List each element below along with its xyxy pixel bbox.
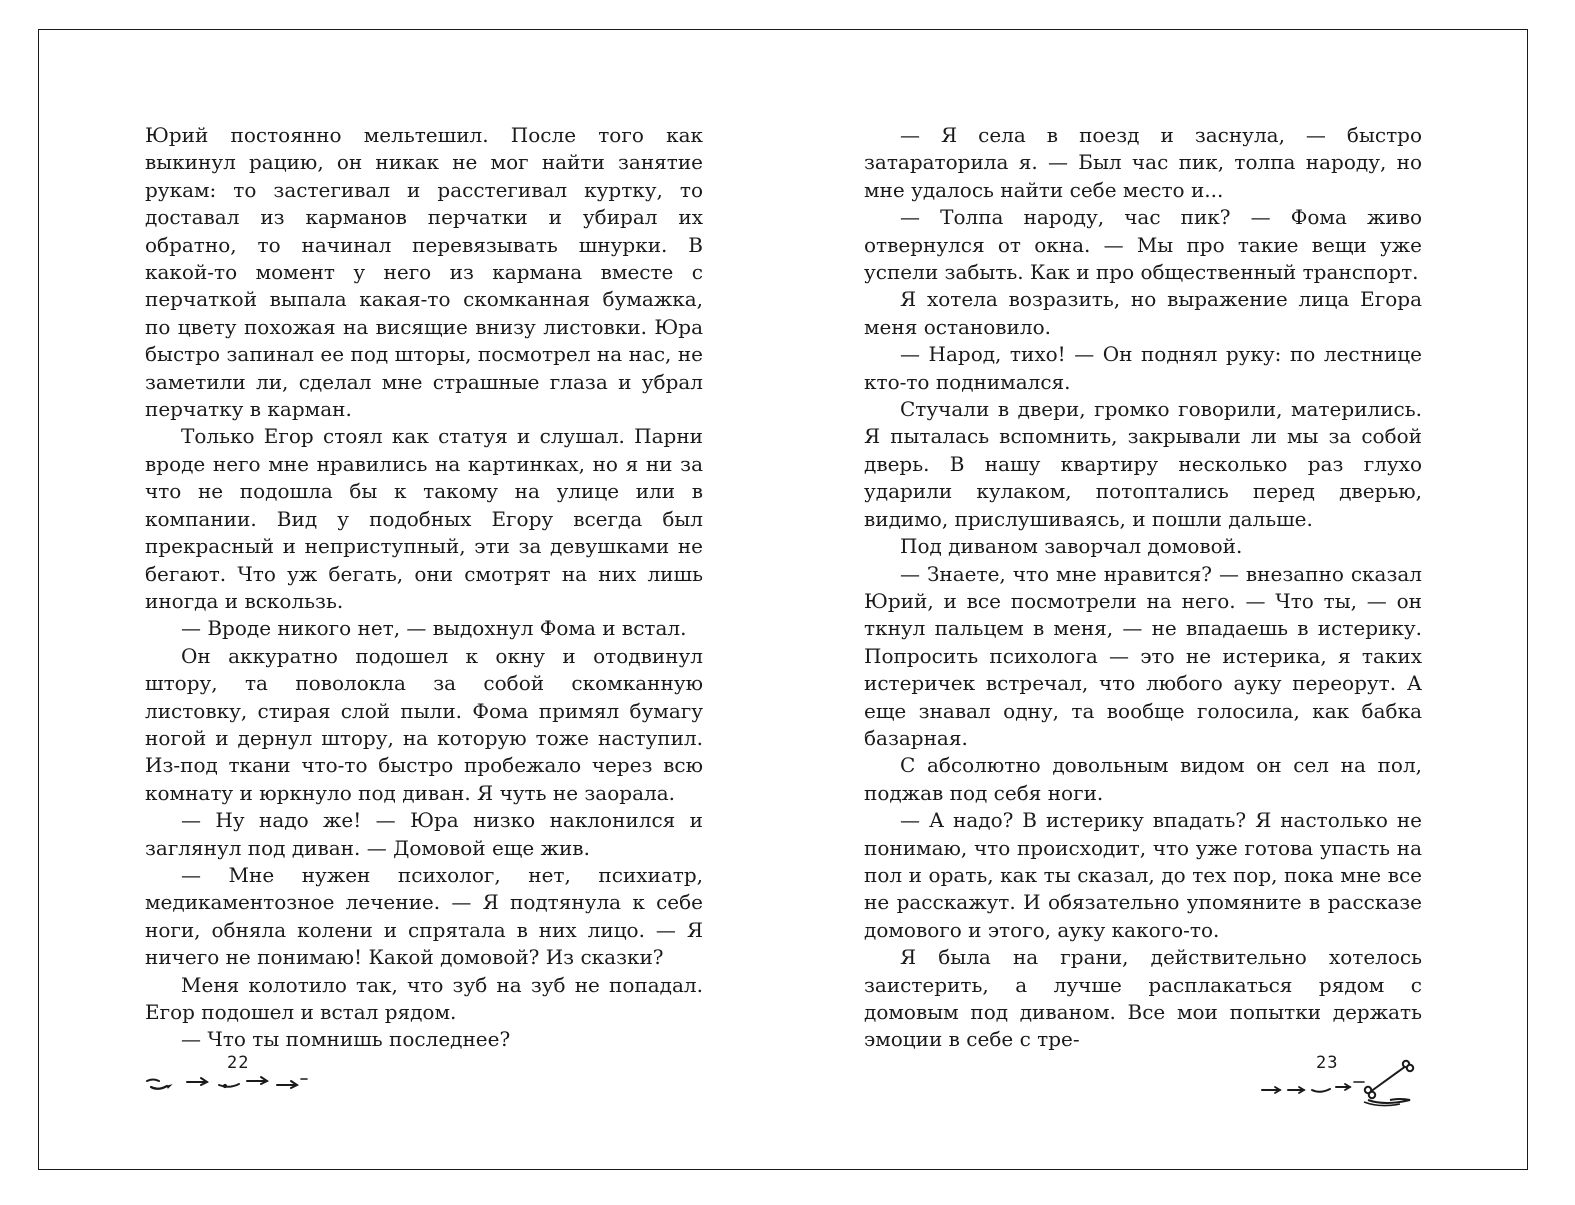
paragraph: Стучали в двери, громко говорили, матерились. Я пыталась вспомнить, закрывали ли мы за собой дверь. В нашу квартиру несколько раз глухо ударили кулаком, потоптались перед дверью, видимо, прислушиваясь, и пошли дальше.	[864, 397, 1422, 531]
footprints-bone-icon	[1260, 1056, 1420, 1113]
paragraph: Под диваном заворчал домовой.	[900, 534, 1243, 559]
paragraph: С абсолютно довольным видом он сел на пол, поджав под себя ноги.	[864, 753, 1422, 805]
paragraph: Я была на грани, действительно хотелось заистерить, а лучше расплакаться рядом с домовым под диваном. Все мои попытки держать эмоции в себе с тре-	[864, 945, 1422, 1052]
paragraph: Я хотела возразить, но выражение лица Егора меня остановило.	[864, 287, 1422, 339]
paragraph: — Народ, тихо! — Он поднял руку: по лестнице кто-то поднимался.	[864, 342, 1422, 394]
page-number-right: 23	[1316, 1053, 1339, 1073]
paragraph: — Мне нужен психолог, нет, психиатр, медикаментозное лечение. — Я подтянула к себе ноги, обняла колени и спрятала в них лицо. — Я ничего не понимаю! Какой домовой? Из сказки?	[145, 862, 703, 970]
paragraph: — Я села в поезд и заснула, — быстро затараторила я. — Был час пик, толпа народу, но мне удалось найти себе место и...	[864, 123, 1422, 202]
right-page-text	[864, 122, 1422, 1054]
paragraph: Меня колотило так, что зуб на зуб не попадал. Егор подошел и встал рядом.	[145, 972, 703, 1024]
left-page-text	[145, 122, 703, 1054]
paragraph: — А надо? В истерику впадать? Я настолько не понимаю, что происходит, что уже готова упасть на пол и орать, как ты сказал, до тех пор, пока мне все не расскажут. И обязательно упомяните в рассказе домового и этого, ауку какого-то.	[864, 808, 1422, 942]
paragraph: — Что ты помнишь последнее?	[181, 1027, 511, 1052]
paragraph: Юрий постоянно мельтешил. После того как выкинул рацию, он никак не мог найти занятие рукам: то застегивал и расстегивал куртку, то доставал из карманов перчатки и убирал их обратно, то начинал перевязывать шнурки. В какой-то момент у него из кармана вместе с перчаткой выпала какая-то скомканная бумажка, по цвету похожая на висящие внизу листовки. Юра быстро запинал ее под шторы, посмотрел на нас, не заметили ли, сделал мне страшные глаза и убрал перчатку в карман.	[145, 123, 703, 422]
page-number-left: 22	[227, 1053, 250, 1073]
paragraph: Только Егор стоял как статуя и слушал. Парни вроде него мне нравились на картинках, но я ни за что не подошла бы к такому на улице или в компании. Вид у подобных Егору всегда был прекрасный и неприступный, эти за девушками не бегают. Что уж бегать, они смотрят на них лишь иногда и вскользь.	[145, 424, 703, 613]
paragraph: — Знаете, что мне нравится? — внезапно сказал Юрий, и все посмотрели на него. — Что ты, — он ткнул пальцем в меня, — не впадаешь в истерику. Попросить психолога — это не истерика, я таких истеричек встречал, что любого ауку переорут. А еще знавал одну, та вообще голосила, как бабка базарная.	[864, 561, 1422, 750]
paragraph: Он аккуратно подошел к окну и отодвинул штору, та поволокла за собой скомканную листовку, стирая слой пыли. Фома примял бумагу ногой и дернул штору, на которую тоже наступил. Из-под ткани что-то быстро пробежало через всю комнату и юркнуло под диван. Я чуть не заорала.	[145, 643, 703, 805]
paragraph: — Вроде никого нет, — выдохнул Фома и встал.	[181, 616, 687, 641]
paragraph: — Ну надо же! — Юра низко наклонился и заглянул под диван. — Домовой еще жив.	[145, 808, 703, 860]
paragraph: — Толпа народу, час пик? — Фома живо отвернулся от окна. — Мы про такие вещи уже успели забыть. Как и про общественный транспорт.	[864, 205, 1422, 285]
footprints-trail-icon	[145, 1073, 310, 1100]
